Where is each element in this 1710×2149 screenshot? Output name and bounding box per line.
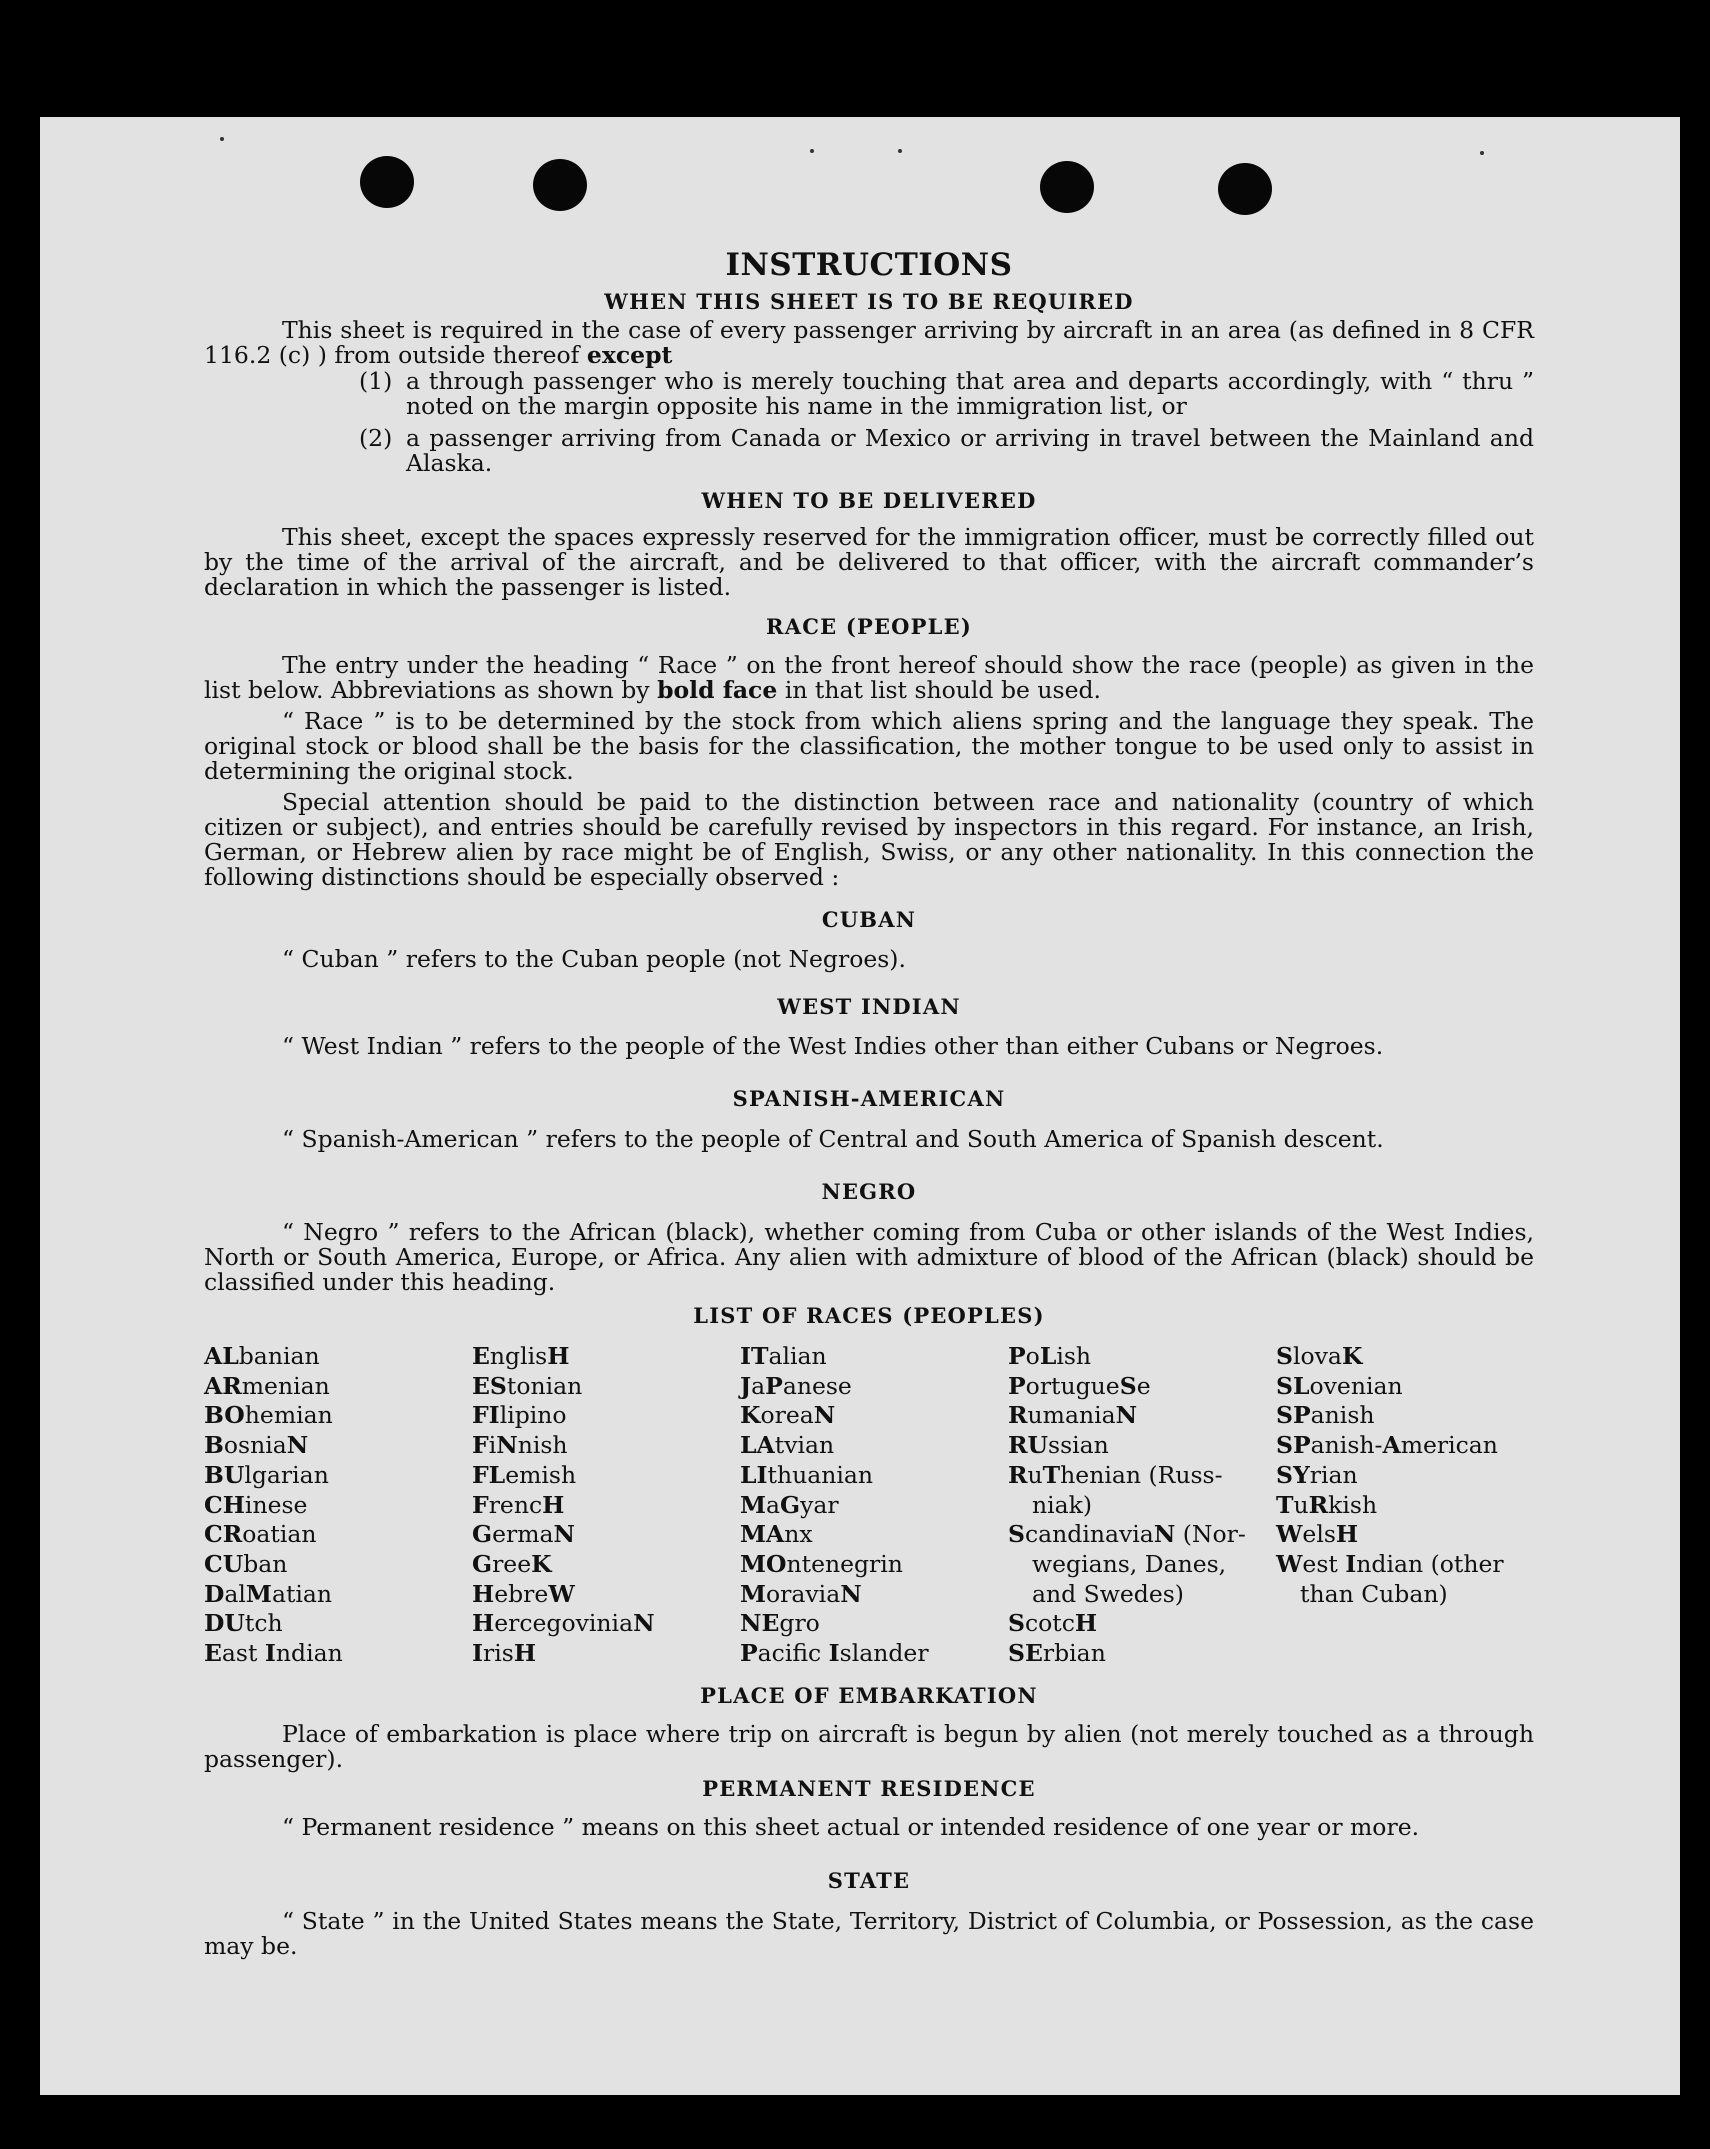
races-column-3: [740, 1342, 1008, 1669]
race-list-item: BOhemian: [204, 1401, 333, 1430]
section-heading-when-delivered: WHEN TO BE DELIVERED: [701, 488, 1037, 513]
section-heading-negro: NEGRO: [821, 1179, 917, 1204]
races-column-2: [472, 1342, 740, 1669]
race-list-item: CRoatian: [204, 1520, 317, 1549]
place-of-embarkation-text: Place of embarkation is place where trip on aircraft is begun by alien (not merely touched as a through passenger).: [204, 1719, 1534, 1773]
cuban-text: “ Cuban ” refers to the Cuban people (not Negroes).: [282, 945, 906, 973]
race-list-item: IrisH: [472, 1639, 537, 1668]
race-list-item: EnglisH: [472, 1342, 570, 1370]
race-list-item: wegians, Danes,: [1032, 1549, 1227, 1578]
permanent-residence-text: “ Permanent residence ” means on this sheet actual or intended residence of one year or more.: [282, 1812, 1420, 1841]
section-heading-spanish-american: SPANISH-AMERICAN: [732, 1086, 1006, 1111]
race-paragraph-2: “ Race ” is to be determined by the stock from which aliens spring and the language they speak. The original stock or blood shall be the basis for the classification, the mother tongue to be used only to assist in determining the original stock.: [204, 707, 1534, 785]
speck: [810, 149, 814, 153]
race-list-item: TuRkish: [1276, 1490, 1378, 1519]
punch-hole: [533, 159, 587, 211]
race-list-item: and Swedes): [1032, 1579, 1184, 1608]
race-list-item: CUban: [204, 1549, 288, 1578]
race-list-item: JaPanese: [740, 1371, 852, 1400]
when-required-intro: This sheet is required in the case of every passenger arriving by aircraft in an area (as defined in 8 CFR 116.2 (c) ) from outside thereof except: [204, 316, 1534, 369]
race-list-item: RumaniaN: [1008, 1401, 1138, 1430]
race-list-item: MoraviaN: [740, 1579, 862, 1608]
negro-text: “ Negro ” refers to the African (black), whether coming from Cuba or other islands of the West Indies, North or South America, Europe, or Africa. Any alien with admixture of blood of the African (black) should be classified under this heading.: [204, 1218, 1534, 1296]
section-heading-cuban: CUBAN: [821, 907, 917, 932]
races-column-1: [204, 1342, 472, 1669]
race-list-item: GermaN: [472, 1520, 575, 1549]
race-list-item: HebreW: [472, 1579, 575, 1608]
race-list-item: ITalian: [740, 1342, 827, 1370]
race-list-item: HercegoviniaN: [472, 1609, 655, 1638]
spanish-american-text: “ Spanish-American ” refers to the people of Central and South America of Spanish descent.: [282, 1125, 1384, 1153]
race-paragraph-1: The entry under the heading “ Race ” on the front hereof should show the race (people) as given in the list below. Abbreviations as shown by bold face in that list should be used.: [204, 651, 1534, 704]
race-list-item: ScotcH: [1008, 1609, 1098, 1638]
race-list-item: KoreaN: [740, 1401, 836, 1430]
section-heading-place-of-embarkation: PLACE OF EMBARKATION: [700, 1682, 1038, 1708]
section-heading-list-of-races: LIST OF RACES (PEOPLES): [693, 1303, 1045, 1328]
section-heading-when-required: WHEN THIS SHEET IS TO BE REQUIRED: [604, 289, 1134, 314]
race-list-item: FIlipino: [472, 1401, 567, 1430]
section-heading-state: STATE: [827, 1867, 911, 1893]
exception-item-2: (2) a passenger arriving from Canada or Mexico or arriving in travel between the Mainland and Alaska.: [359, 424, 1534, 477]
exception-item-1: (1) a through passenger who is merely touching that area and departs accordingly, with “ thru ” noted on the margin opposite his name in the immigration list, or: [359, 367, 1534, 420]
west-indian-text: “ West Indian ” refers to the people of the West Indies other than either Cubans or Negroes.: [282, 1032, 1384, 1060]
race-list-item: MAnx: [740, 1520, 813, 1549]
punch-hole: [1218, 163, 1272, 215]
race-paragraph-3: Special attention should be paid to the distinction between race and nationality (country of which citizen or subject), and entries should be carefully revised by inspectors in this regard. For instance, an Irish, German, or Hebrew alien by race might be of English, Swiss, or any other nationality. In this connection the following distinctions should be especially observed :: [204, 788, 1534, 891]
section-heading-west-indian: WEST INDIAN: [777, 994, 961, 1019]
race-list-item: CHinese: [204, 1490, 308, 1519]
race-list-item: West Indian (other: [1276, 1549, 1504, 1578]
race-list-item: than Cuban): [1300, 1579, 1448, 1608]
document-page: [40, 117, 1680, 2095]
when-delivered-text: This sheet, except the spaces expressly reserved for the immigration officer, must be correctly filled out by the time of the arrival of the aircraft, and be delivered to that officer, with the aircraft commander’s declaration in which the passenger is listed.: [204, 523, 1534, 601]
race-list-item: DalMatian: [204, 1579, 333, 1608]
race-list-item: MOntenegrin: [740, 1549, 903, 1578]
race-list-item: FrencH: [472, 1490, 565, 1519]
race-list-item: SlovaK: [1276, 1342, 1363, 1370]
race-list-item: SErbian: [1008, 1639, 1106, 1668]
race-list-item: PoLish: [1008, 1342, 1092, 1370]
race-list-item: SLovenian: [1276, 1371, 1403, 1400]
race-list-item: ALbanian: [204, 1342, 320, 1370]
race-list-item: PortugueSe: [1008, 1371, 1151, 1400]
race-list-item: FLemish: [472, 1460, 577, 1489]
race-list-item: WelsH: [1276, 1520, 1359, 1549]
section-heading-race: RACE (PEOPLE): [766, 614, 972, 639]
page-title: INSTRUCTIONS: [725, 247, 1013, 283]
punch-hole: [360, 156, 414, 208]
race-list-item: DUtch: [204, 1609, 283, 1638]
race-list-item: ScandinaviaN (Nor-: [1008, 1520, 1246, 1549]
race-list-item: SYrian: [1276, 1460, 1358, 1489]
race-list-item: Pacific Islander: [740, 1639, 929, 1668]
race-list-item: LAtvian: [740, 1431, 835, 1460]
race-list-item: niak): [1032, 1490, 1093, 1519]
instructions-body: [204, 247, 1534, 1959]
race-list-item: NEgro: [740, 1609, 820, 1638]
section-heading-permanent-residence: PERMANENT RESIDENCE: [702, 1775, 1036, 1801]
speck: [1480, 151, 1484, 155]
race-list-item: EStonian: [472, 1371, 583, 1400]
race-list-item: SPanish: [1276, 1401, 1375, 1430]
race-list-item: SPanish-American: [1276, 1431, 1498, 1460]
race-list-item: FiNnish: [472, 1431, 568, 1460]
race-list-item: LIthuanian: [740, 1460, 874, 1489]
speck: [220, 137, 224, 141]
punch-hole: [1040, 161, 1094, 213]
race-list-item: MaGyar: [740, 1490, 839, 1519]
race-list-item: BUlgarian: [204, 1460, 329, 1489]
race-list-item: ARmenian: [204, 1371, 330, 1400]
races-column-5: [1276, 1342, 1534, 1669]
race-list-item: RUssian: [1008, 1431, 1109, 1460]
race-list-item: BosniaN: [204, 1431, 309, 1460]
races-list: [204, 1342, 1534, 1669]
race-list-item: GreeK: [472, 1549, 552, 1578]
state-text: “ State ” in the United States means the State, Territory, District of Columbia, or Possession, as the case may be.: [204, 1906, 1534, 1960]
speck: [898, 149, 902, 153]
races-column-4: [1008, 1342, 1276, 1669]
race-list-item: East Indian: [204, 1639, 343, 1668]
race-list-item: RuThenian (Russ-: [1008, 1460, 1223, 1489]
